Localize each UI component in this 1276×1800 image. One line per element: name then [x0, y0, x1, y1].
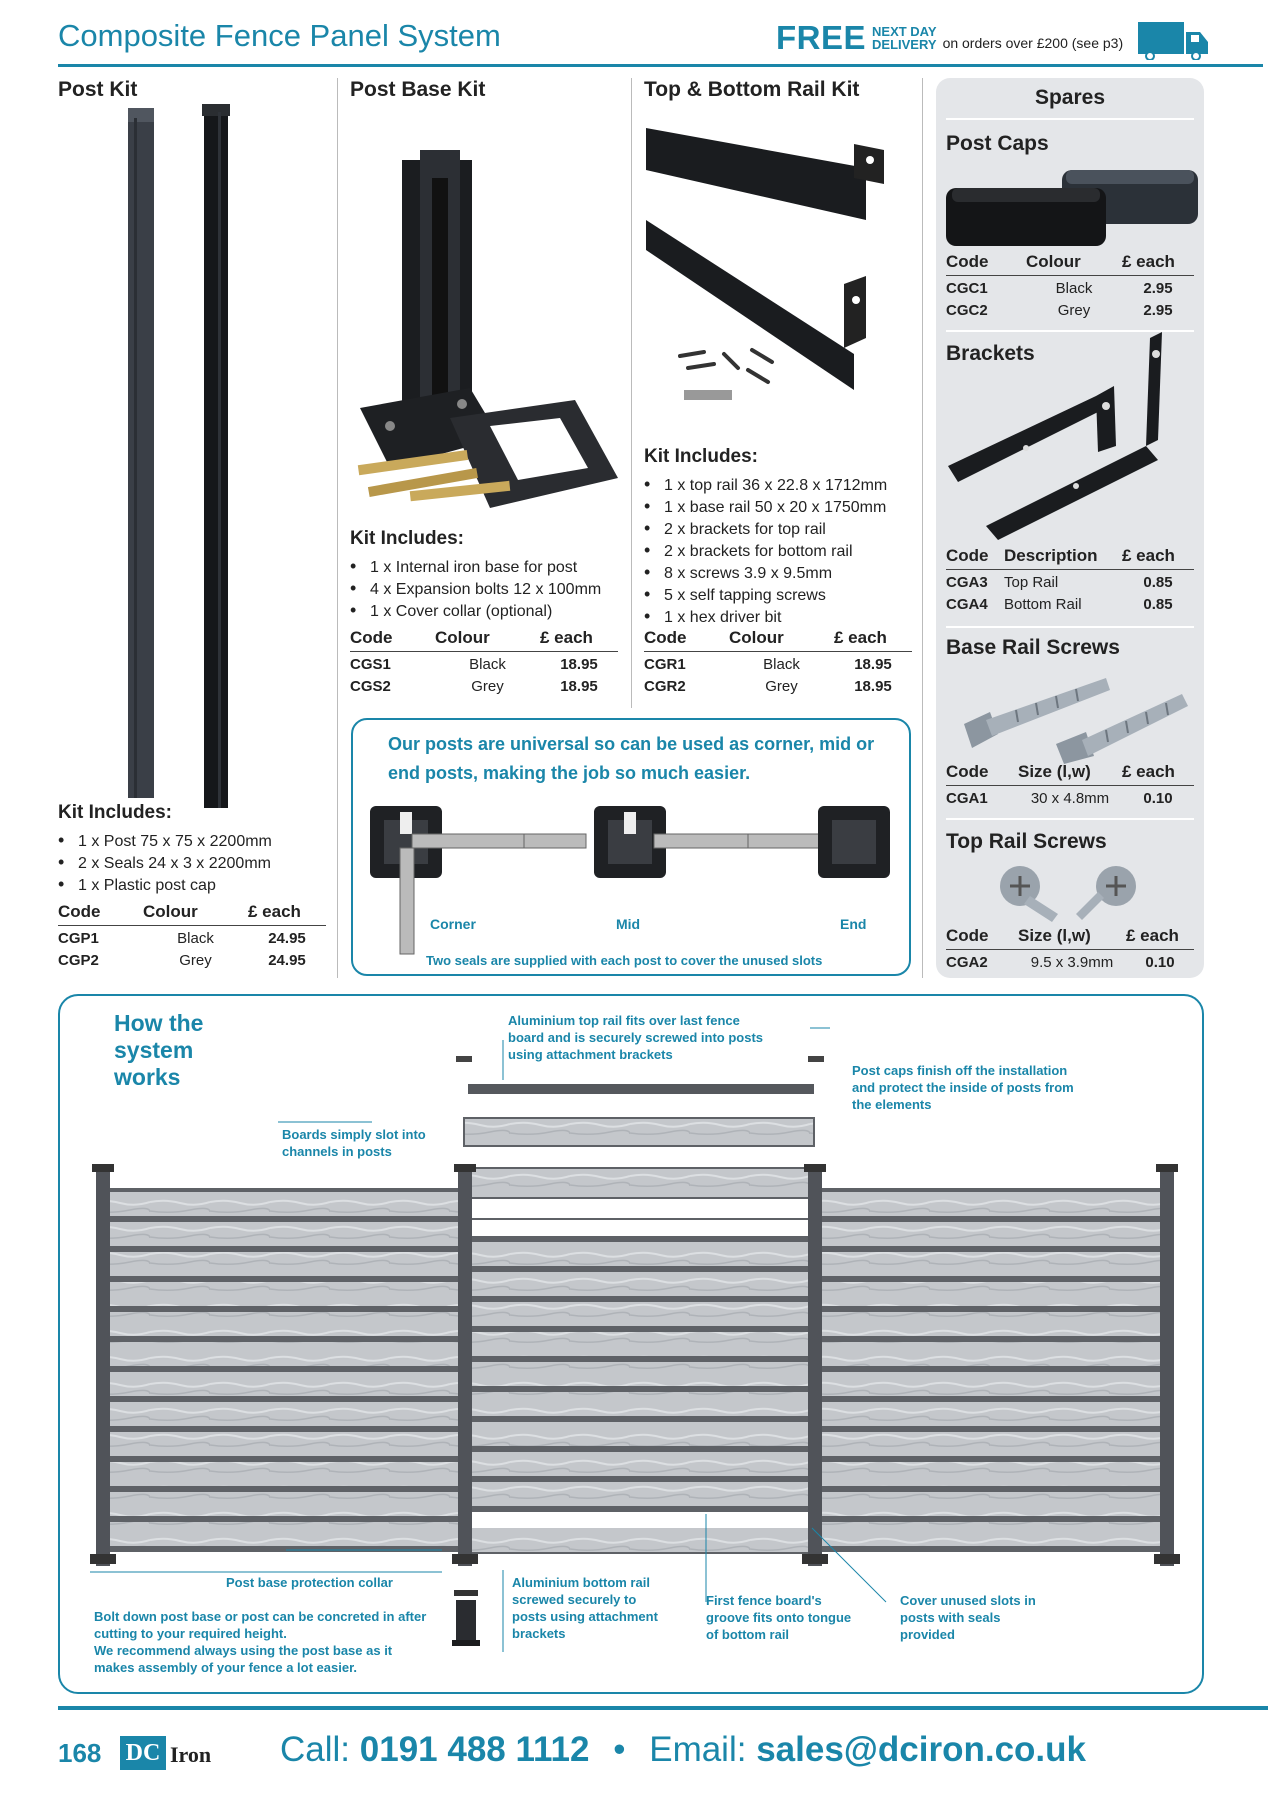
code-cell: CGP1 — [58, 930, 99, 948]
price-cell: 0.85 — [1143, 574, 1173, 592]
table-row — [946, 950, 1194, 972]
mid-label: Mid — [616, 916, 641, 932]
column-header: Colour — [729, 628, 834, 652]
post-cap-right — [808, 1056, 824, 1062]
right-panel — [814, 1188, 1174, 1552]
universal-posts-text: Our posts are universal so can be used as corner, mid or end posts, making the job so much easier. — [388, 734, 875, 783]
code-cell: CGA2 — [946, 954, 988, 972]
brackets-image — [946, 326, 1202, 550]
call-label: Call: — [280, 1730, 351, 1769]
post-kit-price-table — [58, 902, 326, 970]
table-row — [350, 674, 618, 696]
post-caps-title: Post Caps — [946, 132, 1049, 155]
column-header: Colour — [435, 628, 540, 652]
table-row — [946, 298, 1194, 320]
top-rail-screws-image — [996, 862, 1156, 926]
top-rail-note: Aluminium top rail fits over last fence board and is securely screwed into posts using attachment brackets — [508, 1013, 764, 1062]
code-cell: CGR2 — [644, 678, 686, 695]
column-header: Code — [58, 902, 143, 926]
code-cell: CGA3 — [946, 574, 988, 592]
table-row — [58, 948, 326, 970]
price-cell: 18.95 — [560, 656, 598, 674]
column-header: £ each — [248, 902, 326, 926]
column-header: Size (l,w) — [1018, 926, 1126, 950]
rail-kit-price-table — [644, 628, 912, 696]
collar-note: Post base protection collar — [226, 1575, 393, 1590]
top-rail-screws-title: Top Rail Screws — [946, 830, 1107, 853]
colour-cell: Grey — [471, 678, 504, 695]
divider — [946, 626, 1194, 628]
post-kit-list — [58, 830, 328, 896]
column-divider — [631, 78, 632, 708]
price-cell: 18.95 — [854, 678, 892, 695]
page-number: 168 — [58, 1738, 102, 1768]
colour-cell: Grey — [1057, 302, 1091, 319]
list-item: • 5 x self tapping screws — [644, 584, 920, 606]
post-base-kit-list — [350, 556, 630, 622]
price-cell: 0.10 — [1145, 954, 1175, 972]
post-caps-image — [944, 160, 1204, 254]
column-header: £ each — [1122, 546, 1194, 570]
post-base-kit-price-table — [350, 628, 618, 696]
email-label: Email: — [649, 1730, 747, 1769]
table-row — [946, 786, 1194, 808]
column-header: Colour — [1026, 252, 1122, 276]
list-item: • 4 x Expansion bolts 12 x 100mm — [350, 578, 630, 600]
delivery-text: DELIVERY — [872, 37, 937, 52]
post-base-part — [456, 1600, 476, 1646]
list-item: • 1 x hex driver bit — [644, 606, 920, 628]
how-it-works-title: How the system works — [114, 1010, 204, 1090]
colour-cell: Grey — [179, 952, 212, 969]
spares-title: Spares — [1034, 86, 1106, 109]
first-board-note: First fence board's groove fits onto tongue of bottom rail — [706, 1593, 852, 1642]
price-cell: 0.85 — [1143, 596, 1173, 613]
top-rail-screws-price-table — [946, 926, 1194, 972]
price-cell: 0.10 — [1143, 790, 1173, 808]
contact-line — [280, 1730, 1086, 1770]
base-rail-screws-price-table — [946, 762, 1194, 808]
code-cell: CGP2 — [58, 952, 99, 969]
size-cell: 30 x 4.8mm — [1030, 790, 1110, 808]
post-cap-left — [456, 1056, 472, 1062]
table-row — [644, 652, 912, 674]
logo-iron: Iron — [170, 1742, 212, 1767]
collar-part — [454, 1590, 478, 1596]
list-item: • 1 x Post 75 x 75 x 2200mm — [58, 830, 328, 852]
rail-kit-list — [644, 474, 920, 628]
colour-cell: Black — [177, 930, 214, 948]
bottom-rail-note: Aluminium bottom rail screwed securely to posts using attachment brackets — [512, 1575, 658, 1641]
next-day-delivery-label — [872, 25, 937, 51]
column-header: Code — [350, 628, 435, 652]
logo-dc: DC — [120, 1736, 166, 1770]
list-item: • 2 x Seals 24 x 3 x 2200mm — [58, 852, 328, 874]
list-item: • 2 x brackets for top rail — [644, 518, 920, 540]
dc-iron-logo — [120, 1728, 216, 1772]
post-configuration-diagram — [364, 800, 904, 958]
table-row — [946, 592, 1194, 614]
post-base-kit-includes-heading: Kit Includes: — [350, 528, 465, 549]
post-caps-price-table — [946, 252, 1194, 320]
table-row — [644, 674, 912, 696]
header-rule — [58, 64, 1263, 67]
list-item: • 1 x Internal iron base for post — [350, 556, 630, 578]
price-cell: 18.95 — [560, 678, 598, 695]
base-rail-screws-image — [956, 672, 1196, 764]
code-cell: CGA4 — [946, 596, 988, 613]
rail-kit-image — [644, 124, 920, 404]
column-header: £ each — [834, 628, 912, 652]
brackets-title: Brackets — [946, 342, 1035, 365]
base-rail-screws-title: Base Rail Screws — [946, 636, 1120, 659]
colour-cell: Black — [1055, 280, 1093, 298]
column-header: Description — [1004, 546, 1122, 570]
corner-label: Corner — [430, 916, 476, 932]
column-header: £ each — [1122, 762, 1194, 786]
table-row — [946, 570, 1194, 592]
boards-note: Boards simply slot into channels in posts — [282, 1127, 426, 1159]
phone-number[interactable]: 0191 488 1112 — [359, 1730, 590, 1769]
post-caps-note: Post caps finish off the installation and protect the inside of posts from the elements — [852, 1063, 1074, 1112]
end-label: End — [840, 916, 867, 932]
next-day-text: NEXT DAY — [872, 24, 937, 39]
bolt-down-note: Bolt down post base or post can be concreted in after cutting to your required height. — [94, 1609, 427, 1641]
code-cell: CGC1 — [946, 280, 988, 298]
list-item: • 1 x base rail 50 x 20 x 1750mm — [644, 496, 920, 518]
column-header: Code — [946, 546, 1004, 570]
column-divider — [337, 78, 338, 978]
code-cell: CGR1 — [644, 656, 686, 674]
table-row — [58, 926, 326, 948]
column-header: Colour — [143, 902, 248, 926]
price-cell: 24.95 — [268, 930, 306, 948]
list-item: • 2 x brackets for bottom rail — [644, 540, 920, 562]
column-header: Code — [946, 762, 1018, 786]
colour-cell: Grey — [765, 678, 798, 695]
post-base-kit-title: Post Base Kit — [350, 78, 486, 101]
post-kit-title: Post Kit — [58, 78, 138, 101]
post-kit-includes-heading: Kit Includes: — [58, 802, 173, 823]
post-base-image — [350, 138, 630, 518]
separator-bullet: • — [613, 1730, 626, 1769]
column-header: £ each — [540, 628, 618, 652]
price-cell: 2.95 — [1143, 280, 1173, 298]
code-cell: CGC2 — [946, 302, 988, 319]
column-header: Code — [946, 252, 1026, 276]
footer-rule — [58, 1706, 1268, 1710]
free-label: FREE — [776, 19, 867, 56]
code-cell: CGA1 — [946, 790, 988, 808]
left-panel — [108, 1188, 470, 1552]
description-cell: Bottom Rail — [1004, 596, 1082, 613]
divider — [946, 818, 1194, 820]
column-header: Size (l,w) — [1018, 762, 1122, 786]
orders-text: on orders over £200 (see p3) — [942, 35, 1124, 51]
floating-board — [464, 1118, 814, 1146]
list-item: • 1 x top rail 36 x 22.8 x 1712mm — [644, 474, 920, 496]
description-cell: Top Rail — [1004, 574, 1059, 592]
colour-cell: Black — [763, 656, 800, 674]
rail-kit-title: Top & Bottom Rail Kit — [644, 78, 860, 101]
free-delivery-banner — [776, 20, 1123, 56]
code-cell: CGS2 — [350, 678, 391, 695]
price-cell: 18.95 — [854, 656, 892, 674]
delivery-truck-icon — [1138, 20, 1210, 60]
email-address[interactable]: sales@dciron.co.uk — [756, 1730, 1087, 1769]
colour-cell: Black — [469, 656, 506, 674]
table-row — [350, 652, 618, 674]
column-header: £ each — [1122, 252, 1194, 276]
size-cell: 9.5 x 3.9mm — [1030, 954, 1114, 972]
code-cell: CGS1 — [350, 656, 391, 674]
price-cell: 24.95 — [268, 952, 306, 969]
page-title: Composite Fence Panel System — [58, 18, 501, 53]
column-header: Code — [644, 628, 729, 652]
recommend-note: We recommend always using the post base as it makes assembly of your fence a lot easier. — [94, 1643, 393, 1675]
post-image — [120, 100, 240, 820]
price-cell: 2.95 — [1143, 302, 1173, 319]
seals-note: Two seals are supplied with each post to cover the unused slots — [426, 953, 823, 968]
top-rail — [468, 1084, 814, 1094]
table-row — [946, 276, 1194, 298]
column-header: £ each — [1126, 926, 1194, 950]
column-header: Code — [946, 926, 1018, 950]
middle-panel — [468, 1168, 818, 1554]
rail-kit-includes-heading: Kit Includes: — [644, 446, 759, 467]
list-item: • 8 x screws 3.9 x 9.5mm — [644, 562, 920, 584]
brackets-price-table — [946, 546, 1194, 614]
list-item: • 1 x Plastic post cap — [58, 874, 328, 896]
list-item: • 1 x Cover collar (optional) — [350, 600, 630, 622]
column-divider — [922, 78, 923, 978]
spares-rule — [946, 118, 1194, 120]
cover-slots-note: Cover unused slots in posts with seals provided — [900, 1593, 1036, 1642]
